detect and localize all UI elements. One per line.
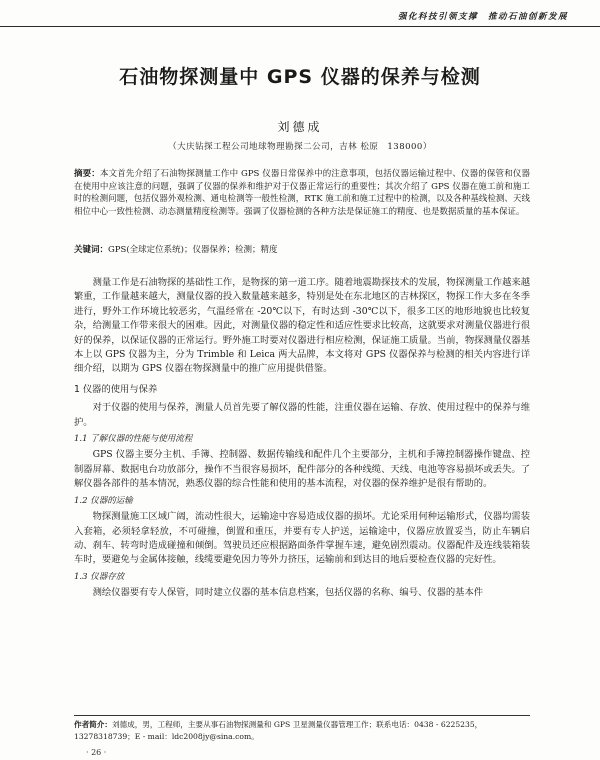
section-heading-1: 1 仪器的使用与保养 bbox=[74, 383, 158, 395]
running-head: 强化科技引领支撑 推动石油创新发展 bbox=[397, 12, 568, 22]
subsection-heading-1-3: 1.3 仪器存放 bbox=[74, 571, 125, 582]
abstract-label: 摘要： bbox=[74, 169, 100, 179]
subsection-heading-1-1: 1.1 了解仪器的性能与使用流程 bbox=[74, 434, 193, 445]
author-affiliation: （大庆钻探工程公司地球物理勘探二公司，吉林 松原 138000） bbox=[168, 142, 432, 152]
author-footnote bbox=[74, 719, 530, 742]
body-text bbox=[74, 276, 530, 601]
subsection-1-1-paragraph: GPS 仪器主要分主机、手簿、控制器、数据传输线和配件几个主要部分，主机和手簿控制器操作键盘、控制器屏幕、数据电台功放部分，操作不当很容易损坏，配件部分的各种线缆、天线、电池等容易损坏或丢失。了解仪器各部件的基本情况，熟悉仪器的综合性能和使用的基本流程，对仪器的保养维护是很有帮助的。 bbox=[74, 449, 530, 490]
subsection-heading-1-2: 1.2 仪器的运输 bbox=[74, 495, 133, 506]
footnote-rule bbox=[74, 715, 530, 716]
keywords bbox=[74, 244, 530, 256]
section-1-paragraph: 对于仪器的使用与保养，测量人员首先要了解仪器的性能，注重仪器在运输、存放、使用过程中的保养与维护。 bbox=[74, 402, 530, 428]
intro-paragraph: 测量工作是石油物探的基础性工作，是物探的第一道工序。随着地震勘探技术的发展，物探测量工作越来越繁重，工作量越来越大，测量仪器的投入数量越来越多，特别是处在东北地区的吉林探区，物探工作大多在冬季进行，野外工作环境比较恶劣，气温经常在 -20℃以下，有时达到 -30℃以下，很多工区的地形地貌也比较复杂，给测量工作带来很大的困难。因此，对测量仪器的稳定性和适应性要求比较高，这就要求对测量仪器进行很好的保养，以保证仪器的正常运行。野外施工时要对仪器进行相应检测，保证施工质量。当前，物探测量仪器基本上以 GPS 仪器为主，分为 Trimble 和 Leica 两大品牌，本文将对 GPS 仪器保养与检测的相关内容进行详细介绍，以期为 GPS 仪器在物探测量中的推广应用提供借鉴。 bbox=[74, 277, 530, 375]
footnote-label: 作者简介： bbox=[74, 720, 112, 729]
keywords-text: GPS(全球定位系统)；仪器保养；检测；精度 bbox=[108, 245, 278, 255]
paper-title: 石油物探测量中 GPS 仪器的保养与检测 bbox=[119, 66, 481, 88]
subsection-1-2-paragraph: 物探测量施工区域广阔，流动性很大，运输途中容易造成仪器的损坏。尤论采用何种运输形式，仪器均需装入套箱，必须轻拿轻放，不可碰撞，倒置和重压，并要有专人护送，运输途中，仪器应放置妥当，防止车辆启动、刹车、转弯时造成碰撞和倾倒。驾驶员还应根据路面条件掌握车速，避免剧烈震动。仪器配件及连线装箱装车时，要避免与金属体接触，线缆要避免因力等外力挤压，运输前和到达目的地后要检查仪器的完好性。 bbox=[74, 511, 530, 566]
footnote-text: 刘德成，男，工程师，主要从事石油物探测量和 GPS 卫星测量仪器管理工作；联系电话：0438 - 6225235，13278318739；E - mail：ldc2008jy@sina.com。 bbox=[74, 720, 483, 741]
page-number: · 26 · bbox=[86, 748, 107, 757]
author-name: 刘德成 bbox=[277, 120, 323, 134]
subsection-1-3-paragraph: 测绘仪器要有专人保管，同时建立仪器的基本信息档案，包括仪器的名称、编号、仪器的基本件 bbox=[92, 587, 484, 599]
abstract-text: 本文首先介绍了石油物探测量工作中 GPS 仪器日常保养中的注意事项，包括仪器运输过程中、仪器的保管和仪器在使用中应该注意的问题，强调了仪器的保养和维护对于仪器正常运行的重要性；其次介绍了 GPS 仪器在施工前和施工时的检测问题，包括仪器外观检测、通电检测等一般性检测，RTK 施工前和施工过程中的检测，以及各种基线检测、天线相位中心一致性检测、动态测量精度检测等。强调了仪器检测的各种方法是保证施工的精度、也是数据质量的基本保证。 bbox=[74, 169, 530, 217]
keywords-label: 关键词： bbox=[74, 245, 109, 255]
header-rule bbox=[0, 26, 600, 27]
abstract bbox=[74, 168, 530, 218]
